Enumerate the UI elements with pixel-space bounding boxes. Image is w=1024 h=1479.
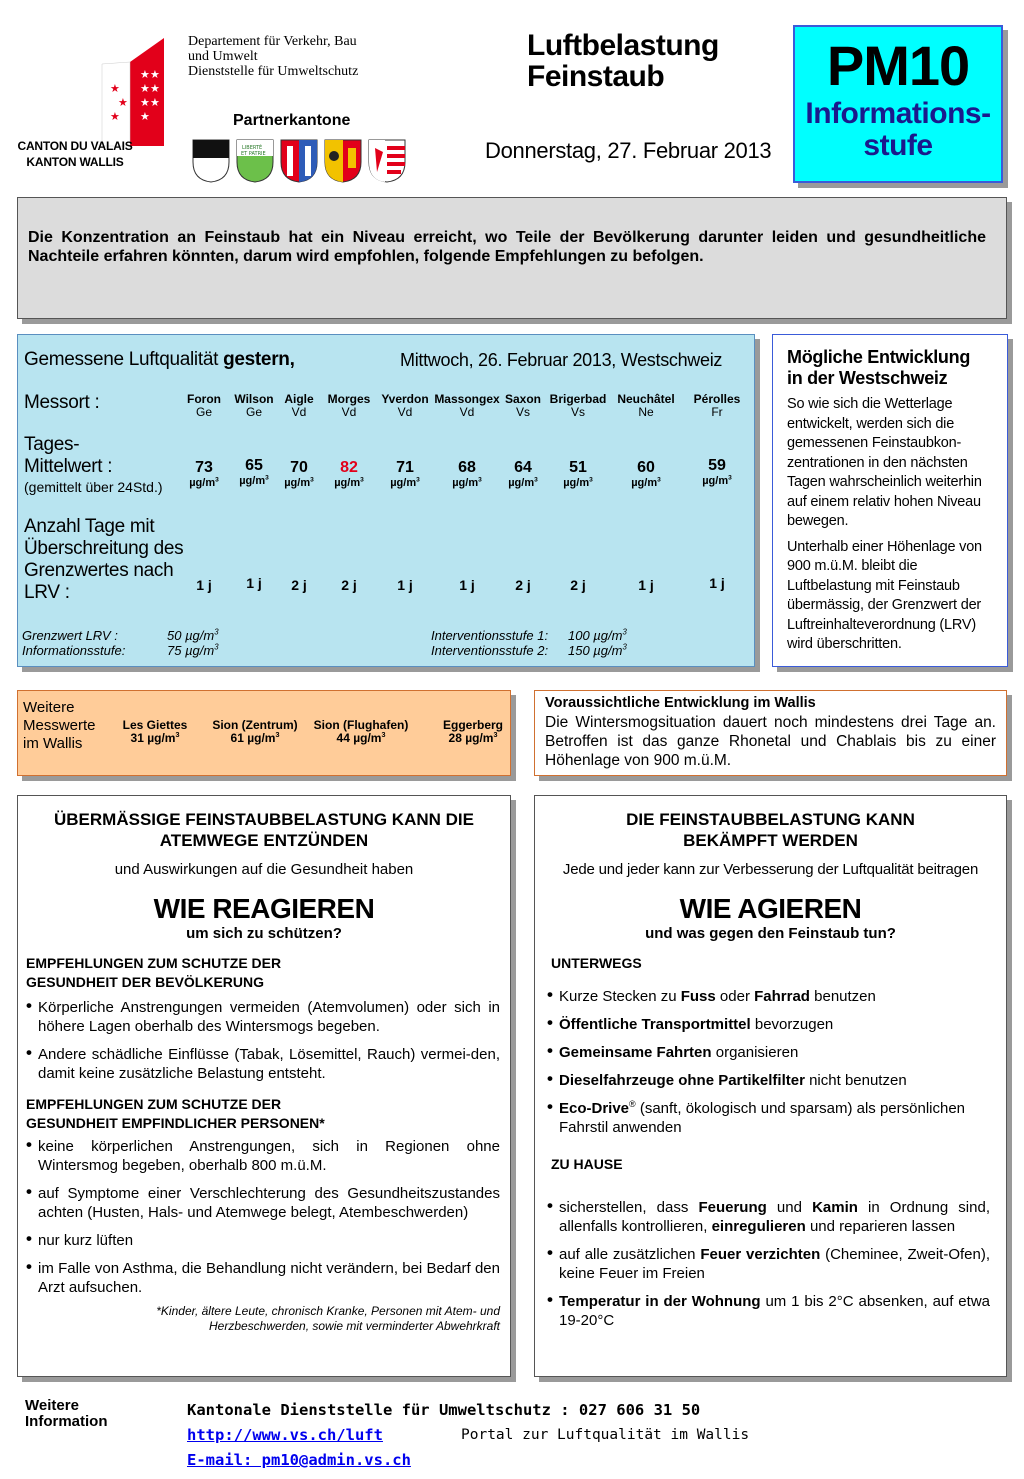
- list-item: • Kurze Stecken zu Fuss oder Fahrrad benutzen: [547, 987, 990, 1006]
- station-value: 59: [708, 457, 726, 474]
- further-label-line1: Weitere: [23, 699, 75, 716]
- messort-label: Messort :: [24, 392, 100, 413]
- station-value: 65: [245, 457, 263, 474]
- station-canton: Vd: [459, 405, 475, 419]
- dept-name-line3: Dienststelle für Umweltschutz: [188, 64, 359, 79]
- canton-name-fr: CANTON DU VALAIS: [17, 139, 133, 153]
- list-item: • im Falle von Asthma, die Behandlung nicht verändern, bei Bedarf den Arzt aufsuchen.: [26, 1259, 500, 1297]
- station-value: 60: [637, 459, 655, 476]
- canton-name-de: KANTON WALLIS: [26, 155, 124, 169]
- list-item: • Gemeinsame Fahrten organisieren: [547, 1043, 990, 1062]
- react-heading-line2: ATEMWEGE ENTZÜNDEN: [159, 831, 369, 850]
- further-site: [195, 719, 315, 745]
- station-canton: Ge: [245, 405, 262, 419]
- outlook-westschweiz-box: [772, 334, 1008, 667]
- react-sec2-heading-line2: GESUNDHEIT EMPFINDLICHER PERSONEN*: [26, 1115, 325, 1131]
- days-label-line1: Anzahl Tage mit: [24, 516, 155, 537]
- doc-title-line1: Luftbelastung: [527, 29, 719, 62]
- legend-intervention1: Interventionsstufe 1: 100 $\mu g/m^3$: [431, 627, 627, 643]
- act-heading-line1: DIE FEINSTAUBBELASTUNG KANN: [626, 810, 915, 829]
- unit-exponent: 3: [589, 476, 593, 484]
- legend-grenzwert: Grenzwert LRV : 50 $\mu g/m^3$: [22, 627, 219, 643]
- station-value: 71: [396, 459, 414, 476]
- svg-text:★: ★: [150, 68, 160, 81]
- list-item: • Dieselfahrzeuge ohne Partikelfilter nicht benutzen: [547, 1071, 990, 1090]
- react-subline: und Auswirkungen auf die Gesundheit haben: [114, 861, 414, 878]
- intro-text: Die Konzentration an Feinstaub hat ein Niveau erreicht, wo Teile der Bevölkerung darunter leiden und gesundheitliche Nachteile erfahren könnten, darum wird empfohlen, folgende Empfehlungen zu befolgen.: [28, 229, 986, 265]
- station-exceed-days: 2 j: [291, 577, 307, 593]
- days-label-line4: LRV :: [24, 582, 70, 603]
- station-canton: Ne: [638, 405, 654, 419]
- station-canton: Ge: [195, 405, 212, 419]
- act-big-sub: und was gegen den Feinstaub tun?: [645, 925, 896, 942]
- station-exceed-days: 1 j: [459, 577, 475, 593]
- act-box: [534, 795, 1007, 1377]
- react-footnote-line1: *Kinder, ältere Leute, chronisch Kranke, Personen mit Atem- und: [156, 1304, 500, 1318]
- station-canton: Vs: [515, 405, 530, 419]
- days-label-line3: Grenzwertes nach: [24, 560, 174, 581]
- station-exceed-days: 2 j: [341, 577, 357, 593]
- station-exceed-days: 2 j: [515, 577, 531, 593]
- unit-text: µg/m: [702, 475, 729, 487]
- act-subline: Jede und jeder kann zur Verbesserung der Luftqualität beitragen: [562, 861, 979, 878]
- list-item: • Körperliche Anstrengungen vermeiden (Atemvolumen) oder sich in höhere Lagen oberhalb des Wintersmogs begeben.: [26, 998, 500, 1036]
- react-box: [17, 795, 511, 1377]
- footer-url-link[interactable]: http://www.vs.ch/luft: [187, 1426, 383, 1444]
- station-name: Aigle: [284, 392, 314, 406]
- station-value-cell: [606, 459, 686, 489]
- station-value: 64: [514, 459, 532, 476]
- alert-level-box: [793, 25, 1003, 183]
- svg-text:★: ★: [150, 82, 160, 95]
- svg-text:★: ★: [140, 110, 150, 123]
- footer-url-desc: Portal zur Luftqualität im Wallis: [461, 1427, 750, 1443]
- unit-exponent: 3: [478, 476, 482, 484]
- footer-label-line1: Weitere: [25, 1397, 79, 1414]
- list-item: • Eco-Drive® (sanft, ökologisch und sparsam) als persönlichen Fahrstil anwenden: [547, 1099, 990, 1137]
- mittel-label-line1: Tages-: [24, 434, 80, 455]
- unit-exponent: 3: [381, 730, 386, 739]
- unit-exponent: 3: [416, 476, 420, 484]
- further-site: [301, 719, 421, 745]
- jura-shield-icon: [369, 140, 405, 182]
- alert-level-line1: Informations-: [805, 97, 991, 130]
- further-site-value: [413, 732, 533, 745]
- react-sec1-heading-line1: EMPFEHLUNGEN ZUM SCHUTZE DER: [26, 955, 282, 971]
- measured-box: [17, 334, 755, 667]
- unit-exponent: 3: [275, 730, 280, 739]
- station-name: Pérolles: [693, 392, 741, 406]
- vaud-shield-icon: [237, 140, 273, 182]
- further-label-line2: Messwerte: [23, 717, 96, 734]
- station-exceed-days: 1 j: [638, 577, 654, 593]
- further-measurements-box: [17, 690, 511, 776]
- svg-text:★: ★: [110, 82, 120, 95]
- svg-text:ET PATRIE: ET PATRIE: [241, 151, 266, 157]
- alert-level-line2: stufe: [863, 129, 933, 162]
- unit-text: µg/m: [631, 477, 658, 489]
- act-zuhause-list: [547, 1198, 990, 1330]
- footer-label-line2: Information: [25, 1413, 108, 1430]
- station-canton: Vd: [341, 405, 357, 419]
- station-exceed-days: 1 j: [196, 577, 212, 593]
- react-heading-line1: ÜBERMÄSSIGE FEINSTAUBBELASTUNG KANN DIE: [54, 810, 474, 829]
- mittel-label-line2: Mittelwert :: [24, 456, 113, 477]
- react-footnote-line2: Herzbeschwerden, sowie mit verminderter Abwehrkraft: [209, 1319, 500, 1333]
- dept-name-line2: und Umwelt: [188, 49, 258, 64]
- further-site-name: Sion (Flughafen): [313, 718, 409, 732]
- station-value: 82: [340, 459, 358, 476]
- svg-text:★: ★: [140, 96, 150, 109]
- unit-text: µg/m: [284, 477, 311, 489]
- further-site-name: Eggerberg: [442, 718, 503, 732]
- station-name: Saxon: [504, 392, 541, 406]
- station-canton: Fr: [711, 405, 723, 419]
- unit-exponent: 3: [493, 730, 498, 739]
- react-sec2-heading-line1: EMPFEHLUNGEN ZUM SCHUTZE DER: [26, 1096, 282, 1112]
- unit-exponent: 3: [215, 476, 219, 484]
- fribourg-shield-icon: [193, 140, 229, 182]
- unit-exponent: 3: [265, 474, 269, 482]
- station-exceed-days: 1 j: [397, 577, 413, 593]
- unit-exponent: 3: [175, 730, 180, 739]
- further-site-value-text: 31 µg/m: [130, 731, 176, 745]
- days-label-line2: Überschreitung des: [24, 538, 184, 559]
- list-item: • auf alle zusätzlichen Feuer verzichten (Cheminee, Zweit-Ofen), keine Feuer im Freien: [547, 1245, 990, 1283]
- act-unterwegs-heading: UNTERWEGS: [551, 955, 642, 971]
- act-big-heading: WIE AGIEREN: [679, 893, 862, 924]
- further-site-value-text: 44 µg/m: [336, 731, 382, 745]
- outlook-vs-title: Voraussichtliche Entwicklung im Wallis: [545, 695, 816, 711]
- doc-title-line2: Feinstaub: [527, 60, 665, 93]
- outlook-ch-title-line1: Mögliche Entwicklung: [787, 347, 971, 367]
- react-sec2-list: [26, 1137, 500, 1297]
- further-site-value-text: 28 µg/m: [448, 731, 494, 745]
- svg-text:★: ★: [140, 82, 150, 95]
- further-site-value-text: 61 µg/m: [230, 731, 276, 745]
- station-unit: [677, 475, 757, 487]
- svg-text:★: ★: [140, 68, 150, 81]
- list-item: • Öffentliche Transportmittel bevorzugen: [547, 1015, 990, 1034]
- react-sec1-heading-line2: GESUNDHEIT DER BEVÖLKERUNG: [26, 974, 265, 990]
- unit-exponent: 3: [360, 476, 364, 484]
- pollutant-label: PM10: [826, 34, 970, 97]
- legend-intervention2: Interventionsstufe 2: 150 $\mu g/m^3$: [431, 642, 627, 658]
- act-unterwegs-list: [547, 987, 990, 1137]
- station-value: 70: [290, 459, 308, 476]
- svg-text:LIBERTÉ: LIBERTÉ: [242, 145, 263, 151]
- outlook-ch-para2: Unterhalb einer Höhenlage von 900 m.ü.M. bleibt die Luftbelastung mit Feinstaub übermässig, der Grenzwert der Luftreinhalteverordnung (LRV) wird überschritten.: [787, 538, 982, 652]
- valais-logo: [100, 34, 170, 152]
- unit-text: µg/m: [334, 477, 361, 489]
- station-name: Wilson: [234, 392, 274, 406]
- station-value: 73: [195, 459, 213, 476]
- station-column: [606, 393, 686, 419]
- intro-box: [17, 197, 1007, 319]
- station-name: Yverdon: [381, 392, 429, 406]
- ticino-shield-icon: [281, 140, 317, 182]
- measured-heading: Gemessene Luftqualität gestern,: [24, 349, 295, 370]
- station-unit: [606, 477, 686, 489]
- mittel-note: (gemittelt über 24Std.): [24, 479, 163, 495]
- station-exceed-days: 1 j: [709, 575, 725, 591]
- station-value: 68: [458, 459, 476, 476]
- footer-email-link[interactable]: E-mail: pm10@admin.vs.ch: [187, 1451, 411, 1469]
- act-zuhause-heading: ZU HAUSE: [551, 1156, 623, 1172]
- outlook-ch-para1: So wie sich die Wetterlage entwickelt, werden sich die gemessenen Feinstaubkon-zentrationen in den nächsten Tagen wahrscheinlich weiterhin auf einem relativ hohen Niveau bewegen.: [787, 396, 982, 529]
- unit-text: µg/m: [563, 477, 590, 489]
- react-sec1-list: [26, 998, 500, 1083]
- list-item: • sicherstellen, dass Feuerung und Kamin in Ordnung sind, allenfalls kontrollieren, einregulieren und reparieren lassen: [547, 1198, 990, 1236]
- outlook-wallis-box: [534, 690, 1007, 776]
- further-site-name: Les Giettes: [122, 718, 188, 732]
- station-name: Brigerbad: [549, 392, 607, 406]
- station-name: Foron: [187, 392, 221, 406]
- unit-exponent: 3: [310, 476, 314, 484]
- list-item: • nur kurz lüften: [26, 1231, 500, 1250]
- valais-flag-icon: [100, 34, 170, 152]
- list-item: • Temperatur in der Wohnung um 1 bis 2°C absenken, auf etwa 19-20°C: [547, 1292, 990, 1330]
- outlook-vs-text: Die Wintersmogsituation dauert noch mindestens drei Tage an. Betroffen ist das ganze Rhonetal und Chablais bis zu einer Höhenlage von 900 m.ü.M.: [545, 714, 996, 769]
- unit-text: µg/m: [239, 475, 266, 487]
- act-heading-line2: BEKÄMPFT WERDEN: [683, 831, 858, 850]
- station-exceed-days: 1 j: [246, 575, 262, 591]
- geneva-shield-icon: [325, 140, 361, 182]
- react-big-sub: um sich zu schützen?: [186, 925, 342, 942]
- list-item: • keine körperlichen Anstrengungen, sich in Regionen ohne Wintersmog begeben, oberhalb 800 m.ü.M.: [26, 1137, 500, 1175]
- station-column: [677, 393, 757, 419]
- react-big-heading: WIE REAGIEREN: [153, 893, 375, 924]
- unit-text: µg/m: [452, 477, 479, 489]
- station-name: Neuchâtel: [617, 392, 675, 406]
- svg-text:★: ★: [118, 96, 128, 109]
- unit-exponent: 3: [534, 476, 538, 484]
- svg-text:★: ★: [110, 110, 120, 123]
- further-site-value: [195, 732, 315, 745]
- legend-infostufe: Informationsstufe: 75 $\mu g/m^3$: [22, 642, 219, 658]
- footer-contact: Kantonale Dienststelle für Umweltschutz : 027 606 31 50: [187, 1401, 701, 1419]
- measured-date: Mittwoch, 26. Februar 2013, Westschweiz: [400, 350, 723, 370]
- outlook-ch-title-line2: in der Westschweiz: [787, 368, 948, 388]
- further-site: [413, 719, 533, 745]
- list-item: • auf Symptome einer Verschlechterung des Gesundheitszustandes achten (Husten, Hals- und Atemwege belegt, Atembeschwerden): [26, 1184, 500, 1222]
- unit-exponent: 3: [657, 476, 661, 484]
- list-item: • Andere schädliche Einflüsse (Tabak, Lösemittel, Rauch) vermei-den, damit keine zusätzliche Belastung entsteht.: [26, 1045, 500, 1083]
- partner-cantons-shields: [191, 138, 413, 184]
- further-site-name: Sion (Zentrum): [212, 718, 298, 732]
- svg-text:★: ★: [150, 96, 160, 109]
- unit-text: µg/m: [508, 477, 535, 489]
- station-canton: Vd: [291, 405, 307, 419]
- further-label-line3: im Wallis: [23, 735, 83, 752]
- station-canton: Vs: [570, 405, 585, 419]
- station-name: Morges: [327, 392, 371, 406]
- issue-date: Donnerstag, 27. Februar 2013: [485, 138, 772, 163]
- dept-name-line1: Departement für Verkehr, Bau: [188, 34, 357, 49]
- unit-exponent: 3: [728, 474, 732, 482]
- unit-text: µg/m: [189, 477, 216, 489]
- unit-text: µg/m: [390, 477, 417, 489]
- station-name: Massongex: [434, 392, 500, 406]
- station-value-cell: [677, 457, 757, 487]
- station-canton: Vd: [397, 405, 413, 419]
- station-exceed-days: 2 j: [570, 577, 586, 593]
- partner-label: Partnerkantone: [233, 112, 351, 129]
- station-value: 51: [569, 459, 587, 476]
- further-site-value: [301, 732, 421, 745]
